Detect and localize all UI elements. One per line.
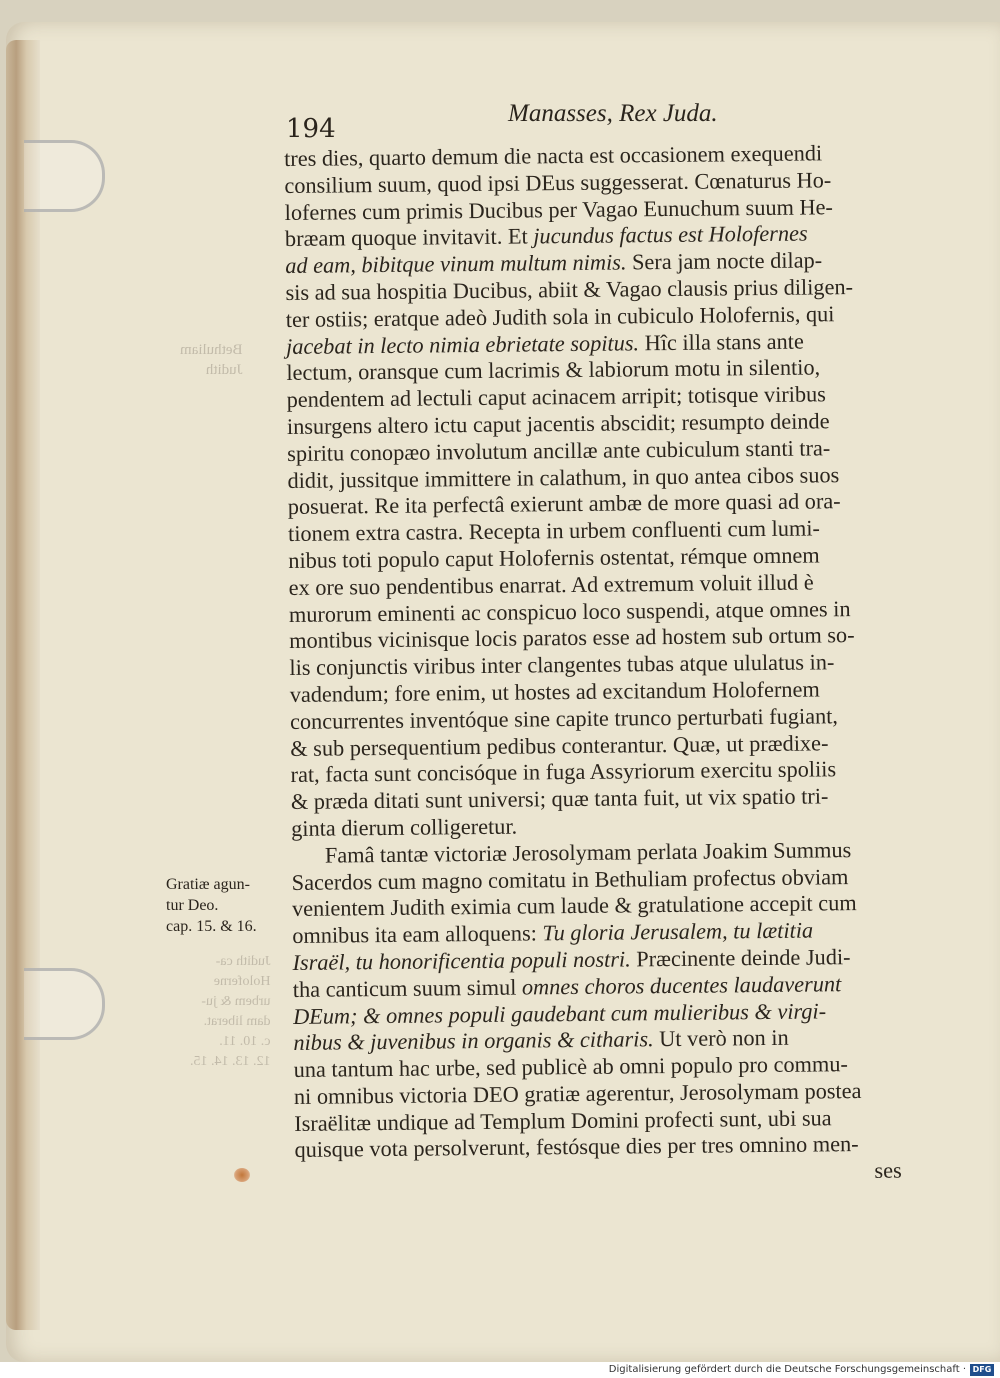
page-clip-bottom (24, 968, 105, 1040)
text-run: Hîc illa stans ante (638, 328, 804, 355)
text-run: rat, facta sunt concisóque in fuga Assyriorum exercitu spoliis (290, 756, 837, 788)
italic-text-run: jucundus factus est Holofernes (533, 220, 808, 249)
digitization-credit: Digitalisierung gefördert durch die Deutsche Forschungsgemeinschaft · (608, 1364, 966, 1375)
italic-text-run: omnes choros ducentes laudaverunt (521, 970, 842, 1000)
page-edge-stack (6, 40, 40, 1330)
text-run: & præda ditati sunt universi; quæ tanta fuit, ut vix spatio tri- (290, 783, 829, 815)
text-run: Famâ tantæ victoriæ Jerosolymam perlata Joakim Summus (291, 836, 852, 868)
text-run: didit, jussitque immittere in calathum, in quo antea cibos suos (287, 461, 840, 493)
text-run: consilium suum, quod ipsi DEus suggesserat. Cœnaturus Ho- (284, 167, 832, 198)
text-run: ses (294, 1157, 902, 1190)
text-run: tha canticum suum simul (292, 974, 523, 1002)
text-run: sis ad sua hospitia Ducibus, abiit & Vagao clausis prius diligen- (285, 274, 854, 305)
bleed-line: urbem & ju- (201, 994, 271, 1009)
text-run: lis conjunctis viribus inter clangentes tubas atque ululatus in- (289, 649, 835, 681)
text-run: omnibus ita eam alloquens: (292, 920, 543, 949)
margin-note (166, 874, 286, 937)
text-run: ter ostiis; eratque adeò Judith sola in cubiculo Holofernis, qui (285, 301, 835, 332)
italic-text-run: Tu gloria Jerusalem, tu lætitia (542, 917, 814, 946)
text-run: quisque vota persolverunt, festósque dies per tres omnino men- (294, 1131, 859, 1163)
text-run: una tantum hac urbe, sed publicè ab omni populo pro commu- (293, 1051, 848, 1083)
bleed-line: c. 10. 11. (219, 1034, 271, 1049)
text-run: spiritu conopæo involutum ancillæ ante cubiculum stanti tra- (287, 435, 831, 466)
text-run: pendentem ad lectuli caput acinacem arripit; totisque viribus (286, 381, 827, 413)
text-run: Sacerdos cum magno comitatu in Bethuliam profectus obviam (291, 863, 849, 895)
running-title: Manasses, Rex Juda. (508, 100, 718, 127)
italic-text-run: jacebat in lecto nimia ebrietate sopitus. (285, 329, 640, 359)
italic-text-run: DEum; & omnes populi gaudebant cum mulieribus & virgi- (292, 997, 827, 1029)
text-run: tres dies, quarto demum die nacta est occasionem exequendi (284, 140, 823, 171)
margin-note-line: tur Deo. (166, 897, 219, 914)
bleed-line: Holoferne (213, 974, 271, 989)
text-run: Sera jam nocte dilap- (626, 247, 823, 275)
bleed-through-text-bottom (190, 952, 271, 1072)
text-run: tionem extra castra. Recepta in urbem confluenti cum lumi- (287, 515, 821, 547)
page-number: 194 (286, 114, 336, 144)
text-run: ni omnibus victoria DEO gratiæ agerentur, Jerosolymam postea (293, 1077, 862, 1109)
bleed-through-text-top (180, 340, 243, 380)
margin-note-line: cap. 15. & 16. (166, 918, 257, 935)
italic-text-run: ad eam, bibitque vinum multum nimis. (285, 249, 627, 279)
text-run: posuerat. Re ita perfectâ exierunt ambæ de more quasi ad ora- (287, 488, 841, 520)
text-run: montibus vicinisque locis paratos esse ad hostem sub ortum so- (289, 622, 855, 654)
bleed-line: Bethuliam (180, 342, 243, 358)
bleed-line: 12. 13. 14. 15. (190, 1054, 271, 1069)
text-run: Israëlitæ undique ad Templum Domini profecti sunt, ubi sua (294, 1105, 832, 1136)
text-run: ginta dierum colligeretur. (291, 813, 518, 841)
page-clip-top (24, 140, 105, 212)
bleed-line: dam liberat. (203, 1014, 271, 1029)
text-run: lofernes cum primis Ducibus per Vagao Eunuchum suum He- (284, 193, 834, 225)
text-run: ex ore suo pendentibus enarrat. Ad extremum voluit illud è (288, 569, 814, 600)
dfg-logo: DFG (970, 1364, 994, 1376)
page-header (286, 100, 966, 144)
margin-note-line: Gratiæ agun- (166, 876, 250, 893)
text-run: bræam quoque invitavit. Et (284, 223, 534, 252)
text-run: & sub persequentium pedibus conterantur. Quæ, ut prædixe- (290, 729, 829, 761)
text-run: insurgens altero ictu caput jacentis abscidit; resumpto deinde (286, 408, 830, 439)
paper-stain (234, 1168, 250, 1182)
text-run: concurrentes inventóque sine capite trunco perturbati fugiant, (289, 702, 839, 734)
text-run: Ut verò non in (653, 1025, 789, 1052)
text-run: Præcinente deinde Judi- (630, 944, 851, 972)
text-run: venientem Judith eximia cum laude & gratulatione accepit cum (291, 890, 857, 922)
text-run: nibus toti populo caput Holofernis ostentat, rémque omnem (288, 542, 820, 573)
text-run: murorum eminenti ac conspicuo loco suspendi, atque omnes in (288, 595, 851, 627)
text-run: lectum, oransque cum lacrimis & labiorum motu in silentio, (286, 354, 821, 386)
italic-text-run: nibus & juvenibus in organis & citharis. (293, 1026, 654, 1056)
body-text (284, 139, 971, 1191)
bleed-line: Judith ca- (215, 954, 271, 969)
bleed-line: Judith (205, 362, 243, 378)
italic-text-run: Israël, tu honorificentia populi nostri. (292, 946, 631, 975)
text-run: vadendum; fore enim, ut hostes ad excitandum Holofernem (289, 676, 820, 707)
